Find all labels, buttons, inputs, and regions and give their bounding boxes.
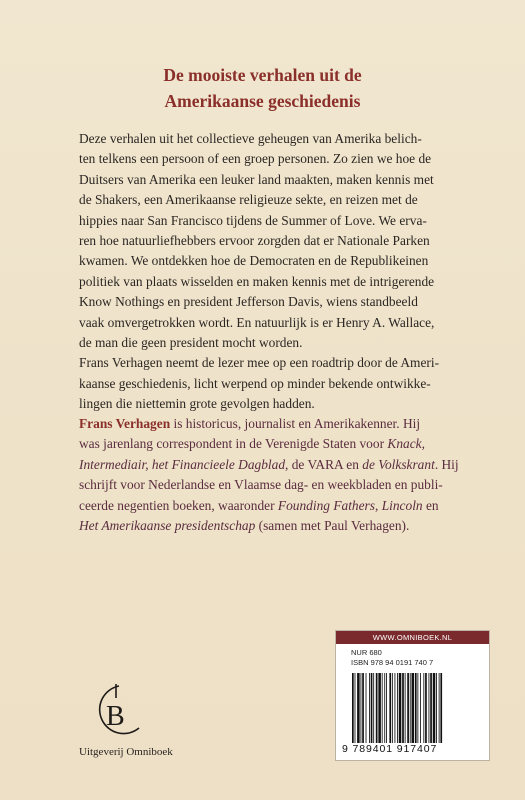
bio-text: , bbox=[374, 497, 382, 513]
blurb-line: hippies naar San Francisco tijdens de Summer of Love. We erva- bbox=[79, 212, 427, 228]
bio-italic: Intermediair, het Financieele Dagblad bbox=[79, 456, 286, 472]
blurb-line: kaanse geschiedenis, licht werpend op minder bekende ontwikke- bbox=[79, 375, 431, 391]
blurb-line: politiek van plaats wisselden en maken kennis met de intrigerende bbox=[79, 273, 435, 289]
svg-text:B: B bbox=[106, 701, 125, 732]
headline-line-2: Amerikaanse geschiedenis bbox=[164, 91, 361, 111]
barcode-bar bbox=[376, 673, 378, 743]
barcode-bar bbox=[439, 673, 440, 743]
barcode-bar bbox=[386, 673, 387, 743]
barcode-bar bbox=[436, 673, 437, 743]
barcode-bar bbox=[361, 673, 362, 743]
barcode-bar bbox=[440, 673, 442, 743]
omniboek-logo-icon bbox=[89, 682, 145, 742]
barcode-bar bbox=[382, 673, 383, 743]
bio-line bbox=[79, 434, 509, 454]
blurb-line: Frans Verhagen neemt de lezer mee op een roadtrip door de Ameri- bbox=[79, 355, 440, 371]
barcode-bar bbox=[430, 673, 432, 743]
author-bio bbox=[79, 414, 509, 536]
author-name: Frans Verhagen bbox=[79, 416, 171, 431]
barcode-bar bbox=[412, 673, 415, 743]
bio-text: (samen met Paul Verhagen). bbox=[255, 518, 410, 534]
bio-italic: Knack, bbox=[387, 436, 425, 452]
barcode-bar bbox=[392, 673, 393, 743]
barcode-bar bbox=[378, 673, 381, 743]
blurb-line: lingen die niettemin grote gevolgen hadden. bbox=[79, 396, 315, 412]
publisher-name: Uitgeverij Omniboek bbox=[79, 746, 173, 758]
bio-text: is historicus, journalist en Amerikakenner. Hij bbox=[170, 416, 421, 431]
barcode-bar bbox=[397, 673, 398, 743]
bio-line bbox=[79, 414, 509, 434]
bio-italic: Lincoln bbox=[381, 497, 423, 513]
barcode-bar bbox=[423, 673, 424, 743]
blurb-line: kwamen. We ontdekken hoe de Democraten en de Republikeinen bbox=[79, 253, 429, 269]
blurb-line: Know Nothings en president Jefferson Davis, wiens standbeeld bbox=[79, 294, 418, 310]
barcode-bars bbox=[350, 673, 476, 743]
barcode-bar bbox=[384, 673, 385, 743]
bio-line bbox=[79, 496, 509, 516]
bio-line: schrijft voor Nederlandse en Vlaamse dag- en weekbladen en publi- bbox=[79, 477, 443, 493]
website-url: WWW.OMNIBOEK.NL bbox=[336, 631, 489, 644]
barcode-bar bbox=[399, 673, 402, 743]
barcode-bar bbox=[402, 673, 404, 743]
barcode-bar bbox=[420, 673, 421, 743]
blurb-line: Deze verhalen uit het collectieve geheugen van Amerika belich- bbox=[79, 131, 422, 146]
barcode-bar bbox=[417, 673, 418, 743]
bio-text: , de VARA en bbox=[285, 456, 363, 472]
bio-text: was jarenlang correspondent in de Verenigde Staten voor bbox=[79, 436, 388, 452]
barcode-bar bbox=[362, 673, 364, 743]
blurb-line: Duitsers van Amerika een leuker land maakten, maken kennis met bbox=[79, 171, 434, 187]
barcode-bar bbox=[395, 673, 396, 743]
bio-italic: de Volkskrant bbox=[362, 456, 435, 472]
barcode-bar bbox=[410, 673, 411, 743]
barcode-bar bbox=[415, 673, 417, 743]
blurb-line: ren hoe natuurliefhebbers ervoor zorgden dat er Nationale Parken bbox=[79, 233, 430, 249]
barcode-bar bbox=[429, 673, 430, 743]
publisher-logo bbox=[79, 682, 199, 772]
headline bbox=[0, 62, 525, 114]
blurb-line: ten telkens een persoon of een groep personen. Zo zien we hoe de bbox=[79, 151, 432, 167]
bio-italic: Founding Fathers bbox=[277, 497, 375, 513]
barcode-bar bbox=[389, 673, 391, 743]
barcode-bar bbox=[433, 673, 436, 743]
blurb-line: de Shakers, een Amerikaanse religieuze sekte, en reizen met de bbox=[79, 192, 418, 208]
barcode-bar bbox=[373, 673, 374, 743]
bio-line bbox=[79, 455, 509, 475]
barcode-bar bbox=[407, 673, 409, 743]
barcode-bar bbox=[352, 673, 354, 743]
isbn-number: ISBN 978 94 0191 740 7 bbox=[351, 658, 434, 667]
bio-text: . Hij bbox=[434, 456, 459, 472]
barcode-panel bbox=[335, 630, 490, 761]
barcode-digits: 9 789401 917407 bbox=[342, 743, 438, 755]
bio-text: ceerde negentien boeken, waaronder bbox=[79, 497, 278, 513]
bio-text: en bbox=[422, 497, 439, 513]
barcode-bar bbox=[425, 673, 427, 743]
barcode-bar bbox=[355, 673, 356, 743]
blurb-text bbox=[79, 129, 509, 415]
bio-line bbox=[79, 516, 509, 536]
barcode-bar bbox=[405, 673, 406, 743]
barcode-bar bbox=[366, 673, 367, 743]
nur-code: NUR 680 bbox=[351, 648, 382, 657]
bio-italic: Het Amerikaanse presidentschap bbox=[79, 518, 256, 534]
barcode-bar bbox=[369, 673, 370, 743]
blurb-line: de man die geen president mocht worden. bbox=[79, 335, 303, 351]
barcode-bar bbox=[371, 673, 373, 743]
headline-line-1: De mooiste verhalen uit de bbox=[163, 65, 362, 85]
barcode-bar bbox=[357, 673, 360, 743]
blurb-line: vaak omvergetrokken wordt. En natuurlijk is er Henry A. Wallace, bbox=[79, 314, 435, 330]
